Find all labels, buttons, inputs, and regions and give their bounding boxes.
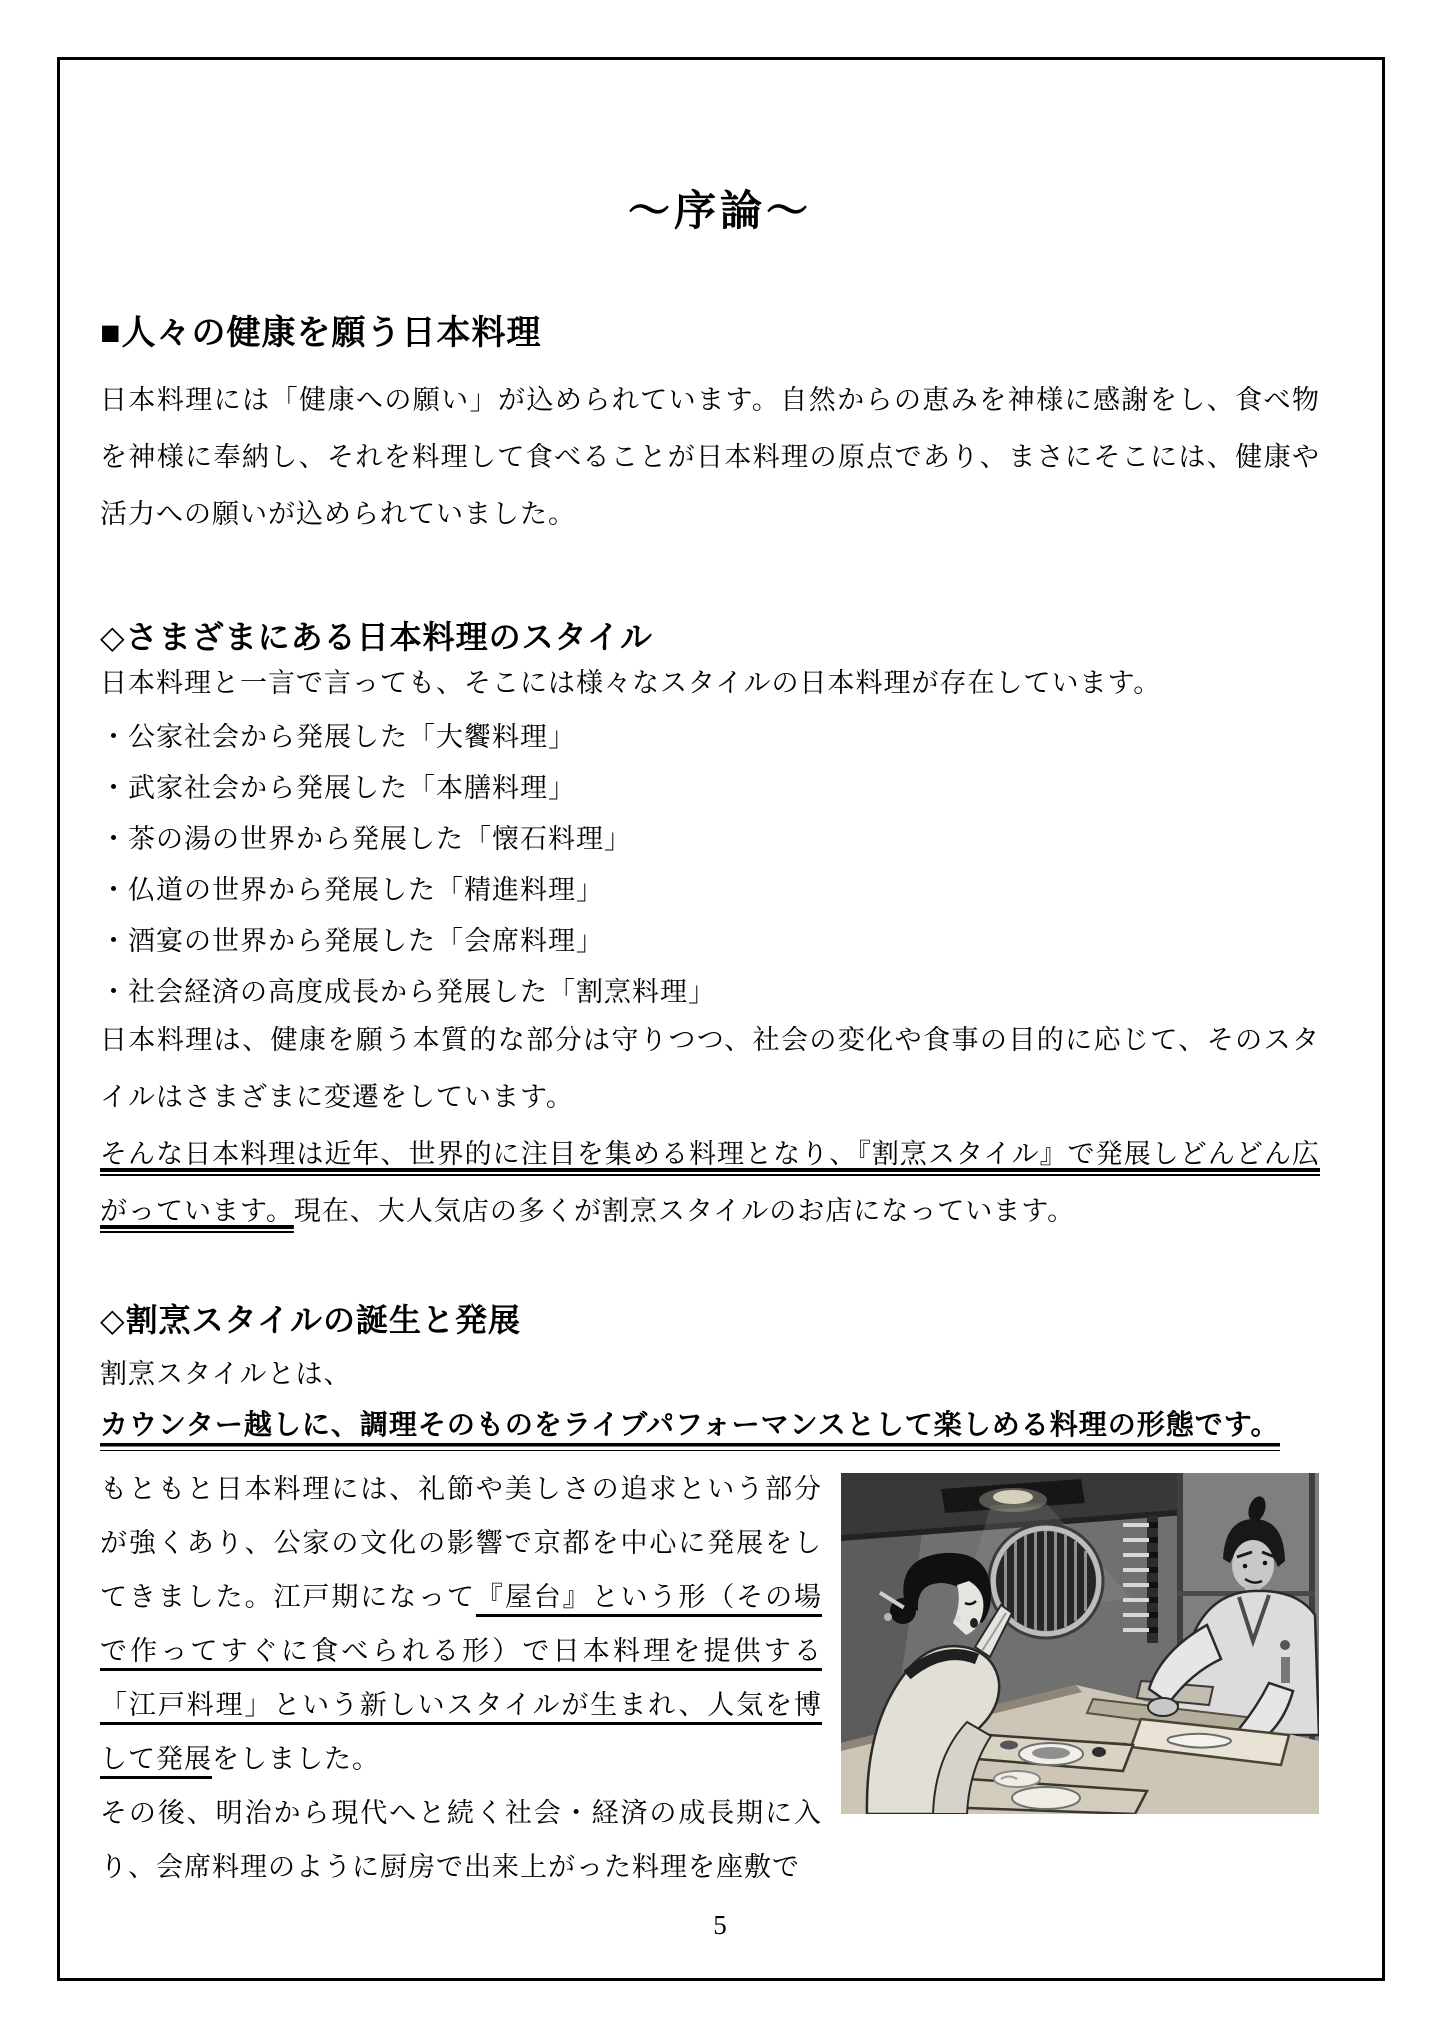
heading-styles: ◇さまざまにある日本料理のスタイル [100,619,653,655]
page-title: ～序論～ [627,189,812,235]
evolution-text: 日本料理は、健康を願う本質的な部分は守りつつ、社会の変化や食事の目的に応じて、そのスタイルはさまざまに変遷をしています。 [100,1025,1320,1112]
history-text-3: その後、明治から現代へと続く社会・経済の成長期に入り、会席料理のように厨房で出来上がった料理を座敷で [100,1798,822,1882]
evolution-underlined: そんな日本料理は近年、世界的に注目を集める料理となり、『割烹スタイル』で発展しどんどん広がっています。 [100,1139,1320,1226]
list-item: ・茶の湯の世界から発展した「懐石料理」 [100,824,632,854]
paragraph-evolution [100,1012,1320,1240]
style-list [100,712,1320,1018]
list-item: ・社会経済の高度成長から発展した「割烹料理」 [100,977,716,1007]
kappou-lead: 割烹スタイルとは、 [100,1359,352,1389]
kappou-counter-illustration [841,1473,1319,1814]
history-text-1: もともと日本料理には、礼節や美しさの追求という部分が強くあり、公家の文化の影響で京都を中心に発展をしてきました。江戸期になって [100,1474,822,1612]
kappou-definition [100,1403,1280,1451]
evolution-rest: 現在、大人気店の多くが割烹スタイルのお店になっています。 [293,1196,1076,1226]
list-item: ・酒宴の世界から発展した「会席料理」 [100,926,604,956]
paragraph-history [100,1462,822,1894]
definition-underlined: カウンター越しに、調理そのものをライブパフォーマンスとして楽しめる料理の形態です。 [100,1403,1280,1451]
heading-health: ■人々の健康を願う日本料理 [100,315,542,352]
list-item: ・公家社会から発展した「大饗料理」 [100,722,576,752]
page-number: 5 [713,1910,727,1940]
heading-kappou: ◇割烹スタイルの誕生と発展 [100,1302,521,1338]
list-item: ・仏道の世界から発展した「精進料理」 [100,875,604,905]
kappou-counter-illustration-svg [841,1473,1319,1814]
history-text-2: をしました。 [212,1744,380,1774]
paragraph-styles-intro: 日本料理と一言で言っても、そこには様々なスタイルの日本料理が存在しています。 [100,668,1162,698]
list-item: ・武家社会から発展した「本膳料理」 [100,773,576,803]
history-underlined: 『屋台』という形（その場で作ってすぐに食べられる形）で日本料理を提供する「江戸料理」という新しいスタイルが生まれ、人気を博して発展 [100,1582,823,1774]
paragraph-health: 日本料理には「健康への願い」が込められています。自然からの恵みを神様に感謝をし、食べ物を神様に奉納し、それを料理して食べることが日本料理の原点であり、まさにそこには、健康や活力への願いが込められていました。 [100,385,1320,529]
